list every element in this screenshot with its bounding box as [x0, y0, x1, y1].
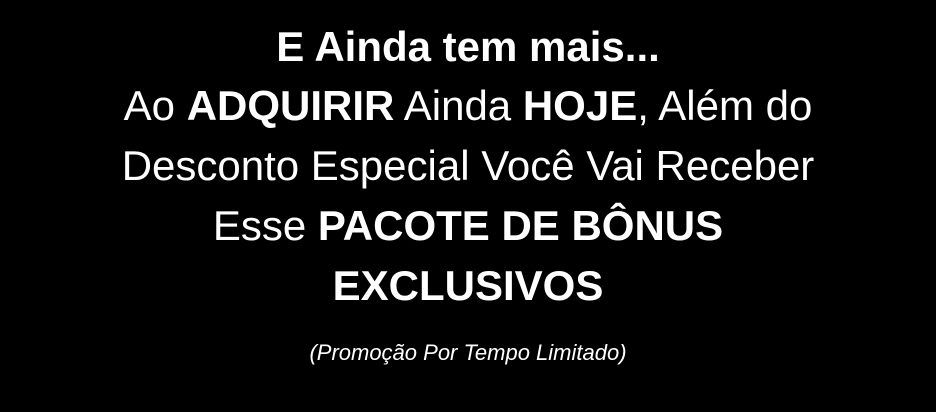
banner-line-2: Desconto Especial Você Vai Receber	[121, 142, 815, 189]
banner-headline: E Ainda tem mais...	[276, 23, 660, 70]
bonus-package-emphasis: PACOTE DE BÔNUS	[317, 202, 724, 249]
line1-text-c: , Além do	[637, 82, 813, 129]
line3-text-a: Esse	[212, 202, 318, 249]
adquirir-emphasis: ADQUIRIR	[186, 82, 395, 129]
hoje-emphasis: HOJE	[522, 82, 638, 129]
promo-note: (Promoção Por Tempo Limitado)	[309, 340, 627, 365]
banner-body	[48, 76, 888, 316]
banner-line-1	[48, 76, 888, 136]
line1-text-b: Ainda	[394, 82, 523, 129]
banner-line-3	[48, 196, 888, 256]
banner-line-4: EXCLUSIVOS	[332, 262, 604, 309]
line1-text-a: Ao	[123, 82, 187, 129]
